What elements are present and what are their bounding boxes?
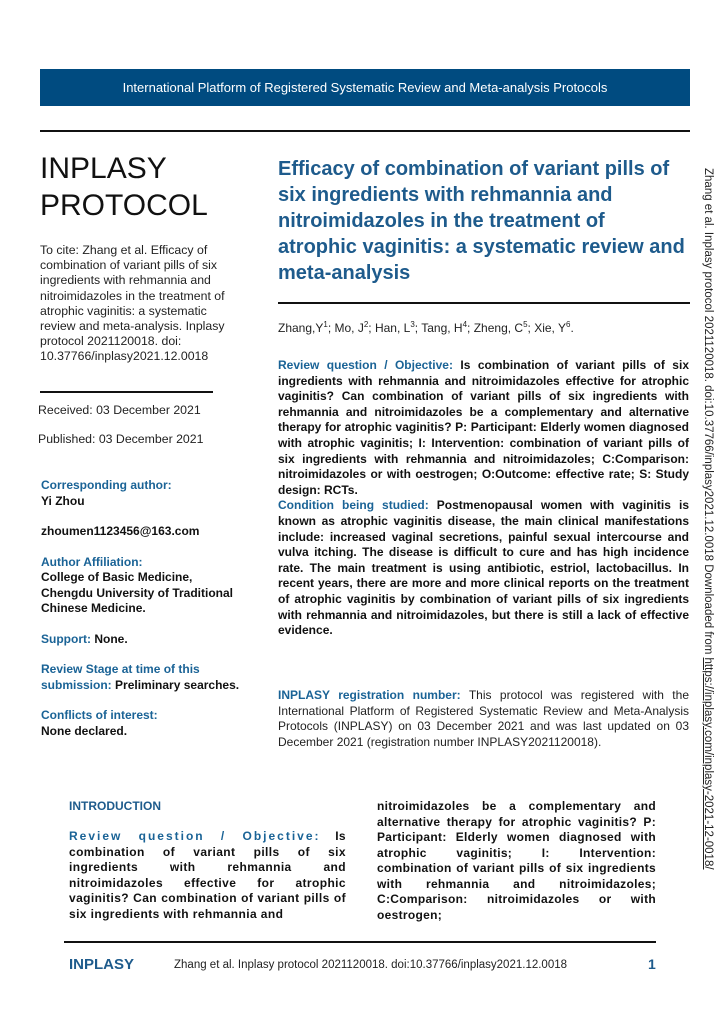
side-download-note — [702, 168, 714, 870]
side-note-text: Zhang et al. Inplasy protocol 2021120018. doi:10.37766/inplasy2021.12.0018 Downloaded from — [702, 168, 714, 658]
author-affiliation — [41, 555, 241, 617]
platform-banner — [40, 69, 690, 106]
footer-citation: Zhang et al. Inplasy protocol 2021120018. doi:10.37766/inplasy2021.12.0018 — [174, 959, 568, 971]
author-affiliation-number: 4 — [462, 320, 468, 329]
author-name: Xie, Y — [534, 321, 567, 335]
author-name: Zhang,Y — [278, 321, 324, 335]
protocol-heading — [40, 150, 240, 224]
published-date: Published: 03 December 2021 — [38, 432, 204, 446]
intro-left-text: Is combination of variant pills of six ingredients with rehmannia and nitroimidazoles effective for atrophic vaginitis? Can combination of variant pills of six ingredients with rehmannia and — [69, 829, 346, 921]
conflicts-label: Conflicts of interest: — [41, 708, 158, 722]
corresponding-name: Yi Zhou — [41, 493, 85, 508]
registration-text: This protocol was registered with the International Platform of Registered Systematic Review and Meta-Analysis Protocols (INPLASY) on 03 December 2021 and was last updated on 03 December 2021 (registration number INPLASY2021120018). — [278, 688, 689, 749]
review-question-text: Is combination of variant pills of six ingredients with rehmannia and nitroimidazoles effective for atrophic vaginitis? Can combination of variant pills of six ingredients with rehmannia and nitroimidazoles be a complementary and alternative therapy for atrophic vaginitis? P: Participant: Elderly women diagnosed with atrophic vaginitis; I: Intervention: combination of variant pills of six ingredients with rehmannia and nitroimidazoles; C:Comparison: nitroimidazoles or with oestrogen; O:Outcome: effective rate; S: Study design: RCTs. — [278, 358, 689, 497]
footer-brand: INPLASY — [69, 956, 135, 973]
citation-block: To cite: Zhang et al. Efficacy of combination of variant pills of six ingredients with rehmannia and nitroimidazoles in the treatment of atrophic vaginitis: a systematic review and meta-analysis. Inplasy protocol 2021120018. doi: 10.37766/inplasy2021.12.0018 — [40, 243, 225, 364]
download-link[interactable]: https://inplasy.com/inplasy-2021-12-0018/ — [702, 657, 714, 870]
author-separator: . — [570, 321, 574, 335]
banner-text: International Platform of Registered Systematic Review and Meta-analysis Protocols — [122, 80, 608, 95]
stage-value: Preliminary searches. — [115, 677, 240, 692]
author-affiliation-number: 5 — [523, 320, 528, 329]
author-email[interactable]: zhoumen1123456@163.com — [41, 524, 200, 538]
author — [375, 321, 421, 335]
conflicts-value: None declared. — [41, 723, 128, 738]
author-affiliation-number: 6 — [566, 320, 571, 329]
support — [41, 632, 241, 648]
title-line-2: PROTOCOL — [40, 189, 208, 222]
top-divider — [40, 130, 690, 132]
author-affiliation-number: 2 — [363, 320, 369, 329]
author — [278, 321, 335, 335]
intro-review-label: Review question / Objective: — [69, 829, 321, 843]
author-separator: ; — [467, 321, 474, 335]
introduction-heading: INTRODUCTION — [69, 799, 161, 813]
author-name: Mo, J — [334, 321, 364, 335]
footer-divider — [64, 941, 656, 943]
author-name: Zheng, C — [473, 321, 524, 335]
author-separator: ; — [414, 321, 422, 335]
author-separator: ; — [527, 321, 535, 335]
author-affiliation-number: 1 — [323, 320, 328, 329]
corresponding-author — [41, 478, 241, 509]
author-affiliation-number: 3 — [410, 320, 415, 329]
affiliation-value: College of Basic Medicine, Chengdu University of Traditional Chinese Medicine. — [41, 570, 234, 615]
conflicts — [41, 708, 241, 739]
registration-block — [278, 688, 689, 750]
left-divider — [40, 391, 213, 393]
author-meta — [41, 478, 241, 754]
support-value: None. — [94, 631, 128, 646]
review-question-label: Review question / Objective: — [278, 358, 453, 372]
author — [474, 321, 534, 335]
corresponding-label: Corresponding author: — [41, 478, 172, 492]
author-separator: ; — [327, 321, 335, 335]
introduction-column-left — [69, 829, 346, 922]
stage-label: Review Stage at time of this submission: — [41, 662, 200, 692]
abstract — [278, 358, 689, 639]
author-name: Han, L — [374, 321, 411, 335]
received-date: Received: 03 December 2021 — [38, 403, 201, 417]
support-label: Support: — [41, 631, 91, 646]
affiliation-label: Author Affiliation: — [41, 554, 143, 569]
author — [335, 321, 375, 335]
author-list — [278, 320, 574, 335]
condition-text: Postmenopausal women with vaginitis is known as atrophic vaginitis disease, the main clinical manifestations include: increased vaginal secretions, painful sexual intercourse and vulva itching. The disease is difficult to cure and has high incidence rate. The main treatment is using antibiotic, estriol, lactobacillus. In recent years, there are more and more clinical reports on the treatment of atrophic vaginitis by combination of variant pills of six ingredients with rehmannia and nitroimidazoles, but there is still a lack of effective evidence. — [278, 498, 689, 638]
dates-block — [38, 403, 203, 461]
author — [534, 321, 574, 335]
author-separator: ; — [368, 321, 375, 335]
title-divider — [278, 302, 690, 304]
protocol-title — [40, 150, 240, 224]
article-title: Efficacy of combination of variant pills of six ingredients with rehmannia and nitroimidazoles in the treatment of atrophic vaginitis: a systematic review and meta-analysis — [278, 158, 685, 284]
registration-label: INPLASY registration number: — [278, 688, 461, 702]
page-number: 1 — [648, 956, 656, 972]
title-line-1: INPLASY — [40, 152, 167, 185]
introduction-column-right: nitroimidazoles be a complementary and alternative therapy for atrophic vaginitis? P: Participant: Elderly women diagnosed with atrophic vaginitis; I: Intervention: combination of variant pills of six ingredients with rehmannia and nitroimidazoles; C:Comparison: nitroimidazoles or with oestrogen; — [377, 799, 656, 922]
condition-label: Condition being studied: — [278, 498, 429, 513]
review-stage — [41, 662, 241, 693]
author-name: Tang, H — [421, 321, 463, 335]
author — [421, 321, 473, 335]
